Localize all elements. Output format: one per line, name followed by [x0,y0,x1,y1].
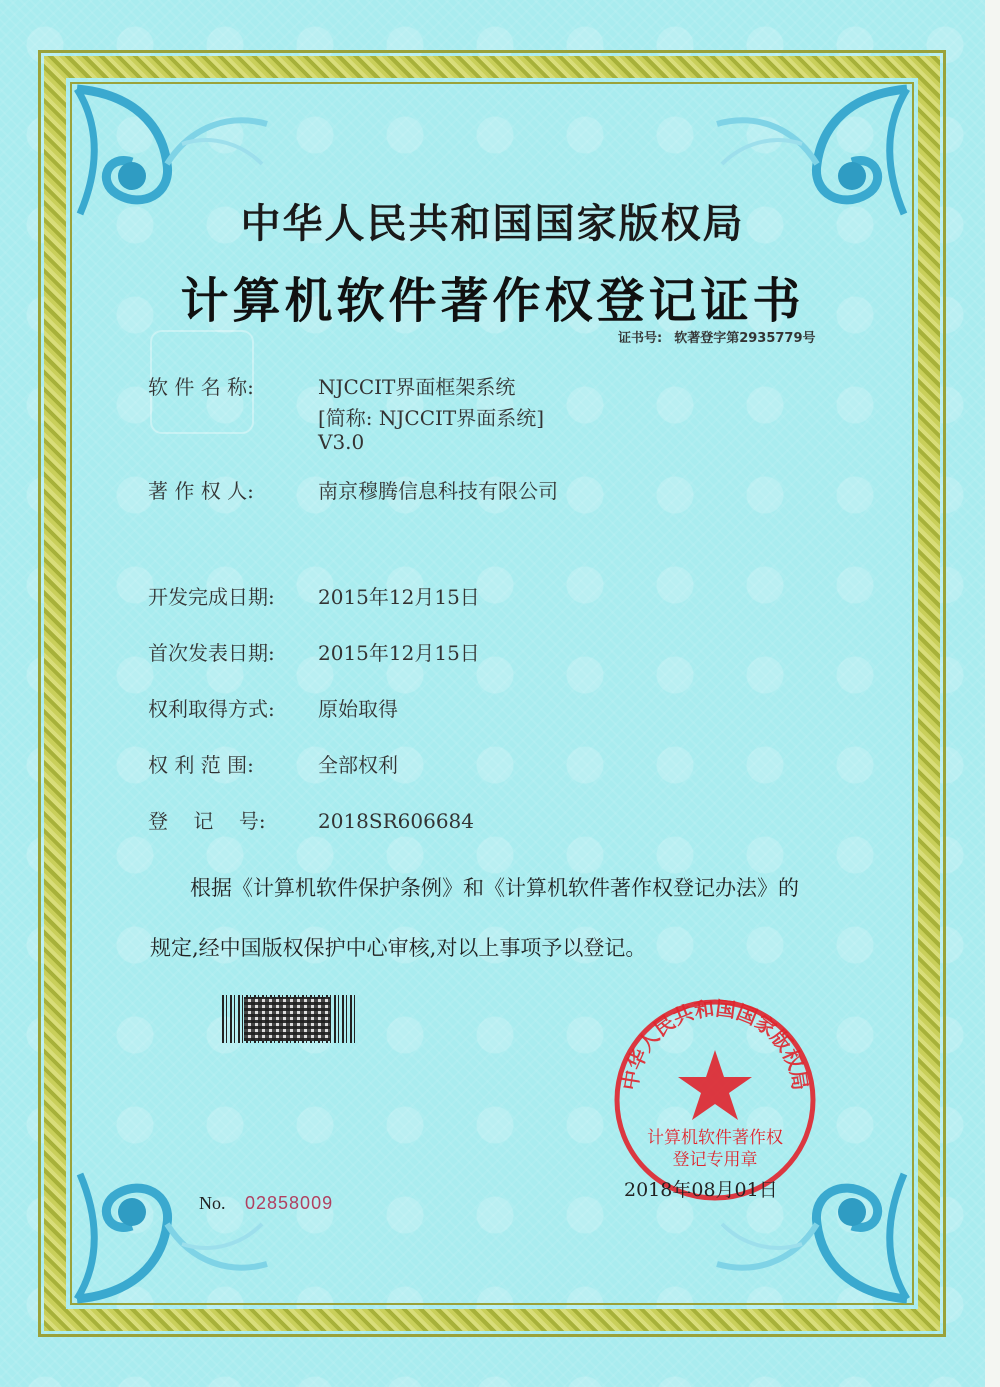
serial-no-label: No. [199,1193,226,1213]
certificate-title: 计算机软件著作权登记证书 [180,273,805,329]
software-name-row [148,374,515,400]
pub-date-row [148,640,480,666]
seal-inner-line-2: 登记专用章 [672,1150,758,1170]
qr-code [244,997,330,1041]
scope-label: 权 利 范 围: [148,753,254,777]
reg-no-value: 2018SR606684 [318,809,475,833]
statement-line-2: 规定,经中国版权保护中心审核,对以上事项予以登记。 [150,936,647,960]
pub-date-value: 2015年12月15日 [318,641,480,665]
serial-no-value: 02858009 [245,1193,334,1213]
certificate-number [618,327,828,346]
statement-line-1: 根据《计算机软件保护条例》和《计算机软件著作权登记办法》的 [190,876,799,900]
official-seal [610,995,820,1205]
owner-row [148,478,558,504]
acquire-label: 权利取得方式: [148,697,275,721]
issuer-title: 中华人民共和国国家版权局 [240,200,745,247]
corner-ornament-bottom-left [72,1164,272,1304]
software-version: V3.0 [318,430,365,454]
issue-date: 2018年08月01日 [624,1179,778,1201]
pub-date-label: 首次发表日期: [148,641,275,665]
barcode [222,995,357,1043]
reg-no-row [148,808,474,834]
acquire-row [148,696,398,722]
dev-date-row [148,584,480,610]
software-name-value: NJCCIT界面框架系统 [318,375,516,399]
acquire-value: 原始取得 [318,697,398,721]
owner-label: 著 作 权 人: [148,479,254,503]
software-short-name: [简称: NJCCIT界面系统] [318,406,545,430]
paper-edge [985,0,1000,1387]
seal-inner-line-1: 计算机软件著作权 [647,1128,783,1148]
software-name-label: 软 件 名 称: [148,375,254,399]
dev-date-label: 开发完成日期: [148,585,275,609]
owner-value: 南京穆腾信息科技有限公司 [318,479,558,503]
cert-no-value: 软著登字第2935779号 [674,331,816,346]
scope-row [148,752,398,778]
cert-no-label: 证书号: [618,331,663,346]
reg-no-label: 登 记 号: [148,809,266,833]
dev-date-value: 2015年12月15日 [318,585,480,609]
scope-value: 全部权利 [318,753,398,777]
seal-outer-text: 中华人民共和国国家版权局 [617,996,813,1092]
